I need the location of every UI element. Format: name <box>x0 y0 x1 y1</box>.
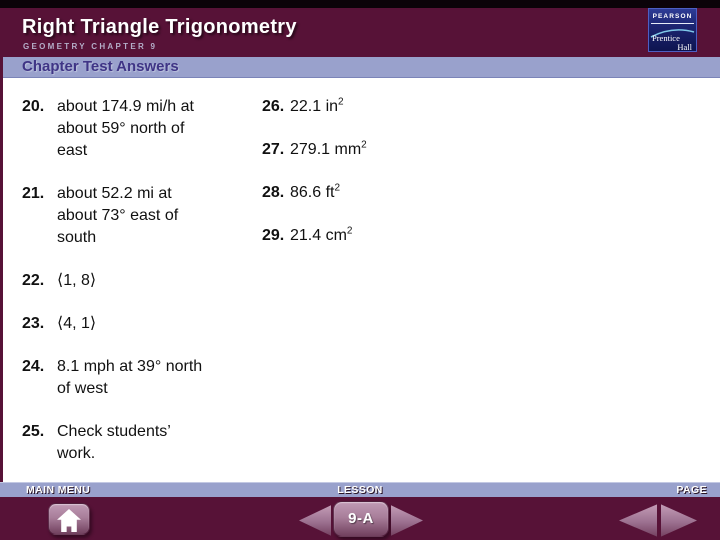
answer-item-26 <box>262 96 472 118</box>
main-menu-button[interactable] <box>48 503 90 535</box>
page-prev-button[interactable] <box>619 504 657 537</box>
logo-imprint-bottom: Hall <box>677 42 692 52</box>
answer-text: 21.4 $cm^2$ <box>290 225 353 244</box>
footer-nav-bar <box>0 497 720 540</box>
pearson-logo <box>648 8 697 52</box>
slide-subtitle: GEOMETRY CHAPTER 9 <box>23 42 158 51</box>
answer-text: 279.1 $mm^2$ <box>290 139 367 158</box>
section-bar <box>0 57 720 78</box>
logo-imprint-top: Prentice <box>652 33 680 43</box>
nav-label-strip <box>0 482 720 497</box>
lesson-prev-button[interactable] <box>299 505 331 536</box>
lesson-label: LESSON <box>337 484 383 496</box>
answer-number: 26. <box>262 98 285 115</box>
answer-text: 22.1 $in^2$ <box>290 96 344 115</box>
answer-text: about 52.2 mi at about 73° east of south <box>57 185 179 246</box>
answer-item-27 <box>262 139 472 161</box>
answer-text: 8.1 mph at 39° north of west <box>57 358 203 397</box>
answer-text: about 174.9 mi/h at about 59° north of east <box>57 98 194 159</box>
answer-item-20 <box>22 96 254 162</box>
page-next-button[interactable] <box>661 504 697 537</box>
answer-number: 23. <box>22 315 45 332</box>
answer-number: 21. <box>22 185 45 202</box>
section-heading: Chapter Test Answers <box>22 58 179 75</box>
answer-item-25 <box>22 421 254 465</box>
answer-item-24 <box>22 356 254 400</box>
superscript: 2 <box>338 96 344 108</box>
lesson-indicator-button[interactable]: 9-A <box>333 501 389 537</box>
answer-number: 24. <box>22 358 45 375</box>
answer-number: 27. <box>262 141 285 158</box>
answer-item-29 <box>262 225 472 247</box>
answer-number: 22. <box>22 272 45 289</box>
home-icon <box>56 508 82 533</box>
left-edge-bar <box>0 57 3 482</box>
answer-number: 28. <box>262 184 285 201</box>
main-menu-label: MAIN MENU <box>26 484 91 496</box>
answer-number: 29. <box>262 227 285 244</box>
pearson-brand-label: PEARSON <box>651 9 694 24</box>
superscript: 2 <box>346 225 353 237</box>
answer-item-21 <box>22 183 254 249</box>
header <box>0 8 720 57</box>
lesson-next-button[interactable] <box>391 505 423 536</box>
answer-text: Check students’ work. <box>57 423 171 462</box>
answer-number: 25. <box>22 423 45 440</box>
top-edge-bar <box>0 0 720 8</box>
answer-text: ⟨4, 1⟩ <box>57 315 97 332</box>
answer-item-22 <box>22 270 254 292</box>
slide-title: Right Triangle Trigonometry <box>22 16 297 38</box>
answer-text: ⟨1, 8⟩ <box>57 272 97 289</box>
answer-item-28 <box>262 182 472 204</box>
answer-text: 86.6 $ft^2$ <box>290 182 341 201</box>
answers-left-column <box>22 96 254 486</box>
superscript: 2 <box>334 182 341 194</box>
answers-right-column <box>262 96 472 268</box>
answer-number: 20. <box>22 98 45 115</box>
answer-item-23 <box>22 313 254 335</box>
page-label: PAGE <box>676 484 707 496</box>
superscript: 2 <box>361 139 367 151</box>
